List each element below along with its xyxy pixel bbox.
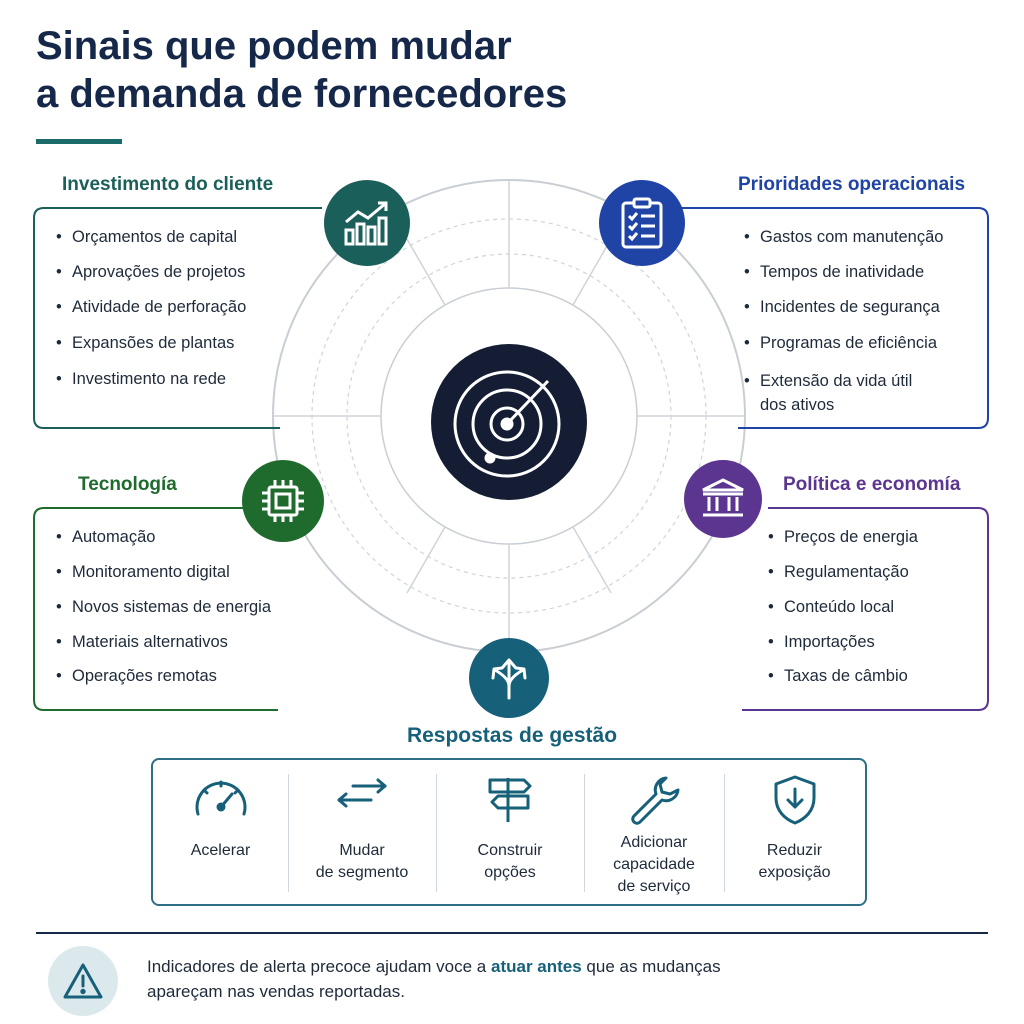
- clipboard-checklist-icon: [620, 197, 664, 249]
- response-label: Construir opções: [477, 842, 543, 881]
- footer-text-highlight: atuar antes: [490, 957, 582, 976]
- page-title-line-2: a demanda de fornecedores: [36, 72, 568, 116]
- list-politica: [768, 527, 918, 686]
- list-item: • Importações: [768, 632, 918, 652]
- list-item: • Taxas de câmbio: [768, 666, 918, 686]
- response-item-reduzir: [724, 760, 865, 904]
- footer-text-before: Indicadores de alerta precoce ajudam voce a: [147, 957, 491, 976]
- footer-note: [147, 954, 787, 1004]
- list-item: • Conteúdo local: [768, 597, 918, 617]
- response-label: Acelerar: [190, 842, 251, 859]
- list-item: • Materiais alternativos: [56, 632, 271, 652]
- warning-triangle-icon: [62, 962, 104, 1000]
- swap-arrows-icon: [333, 774, 391, 814]
- list-item: • Regulamentação: [768, 562, 918, 582]
- category-title-politica: Política e economía: [783, 474, 961, 495]
- list-item: • Automação: [56, 527, 271, 547]
- government-building-icon: [700, 478, 746, 520]
- wrench-icon: [628, 774, 680, 826]
- list-item: • Investimento na rede: [56, 369, 246, 389]
- speedometer-icon: [192, 774, 250, 822]
- microchip-icon: [259, 477, 307, 525]
- list-item: • Preços de energia: [768, 527, 918, 547]
- response-label: Mudar de segmento: [315, 842, 409, 881]
- shield-arrow-icon: [772, 774, 818, 826]
- page-title-line-1: Sinais que podem mudar: [36, 24, 512, 68]
- list-item: • Expansões de plantas: [56, 333, 246, 353]
- list-investimento: [56, 227, 246, 389]
- signpost-icon: [484, 774, 536, 824]
- response-label: Reduzir exposição: [758, 842, 831, 881]
- split-arrows-icon: [487, 656, 531, 700]
- list-item: • Aprovações de projetos: [56, 262, 246, 282]
- response-item-construir: [436, 760, 584, 904]
- category-title-tecnologia: Tecnología: [78, 474, 177, 495]
- category-title-investimento: Investimento do cliente: [62, 174, 274, 195]
- footer-text-after: que as mudanças apareçam nas vendas reportadas.: [147, 957, 721, 1001]
- list-item: • Tempos de inatividade: [744, 262, 974, 282]
- alert-icon-circle: [48, 946, 118, 1016]
- list-item: • Operações remotas: [56, 666, 271, 686]
- responses-title: Respostas de gestão: [406, 724, 618, 747]
- list-item: • Orçamentos de capital: [56, 227, 246, 247]
- politica-icon-circle: [684, 460, 762, 538]
- list-item: • Extensão da vida útil dos ativos: [744, 369, 930, 417]
- list-prioridades: [744, 227, 974, 417]
- investimento-icon-circle: [324, 180, 410, 266]
- category-title-prioridades: Prioridades operacionais: [738, 174, 966, 195]
- response-label: Adicionar capacidade de serviço: [613, 834, 695, 895]
- list-item: • Monitoramento digital: [56, 562, 271, 582]
- response-item-adicionar: [584, 760, 724, 904]
- list-item: • Incidentes de segurança: [744, 297, 974, 317]
- list-item: • Gastos com manutenção: [744, 227, 974, 247]
- responses-icon-circle: [469, 638, 549, 718]
- list-tecnologia: [56, 527, 271, 686]
- response-item-acelerar: [153, 760, 288, 904]
- footer-divider: [36, 932, 988, 934]
- list-item: • Novos sistemas de energia: [56, 597, 271, 617]
- list-item: • Atividade de perforação: [56, 297, 246, 317]
- prioridades-icon-circle: [599, 180, 685, 266]
- response-item-mudar: [288, 760, 436, 904]
- list-item: • Programas de eficiência: [744, 333, 974, 353]
- responses-panel: [151, 758, 867, 906]
- chart-growth-icon: [342, 200, 392, 246]
